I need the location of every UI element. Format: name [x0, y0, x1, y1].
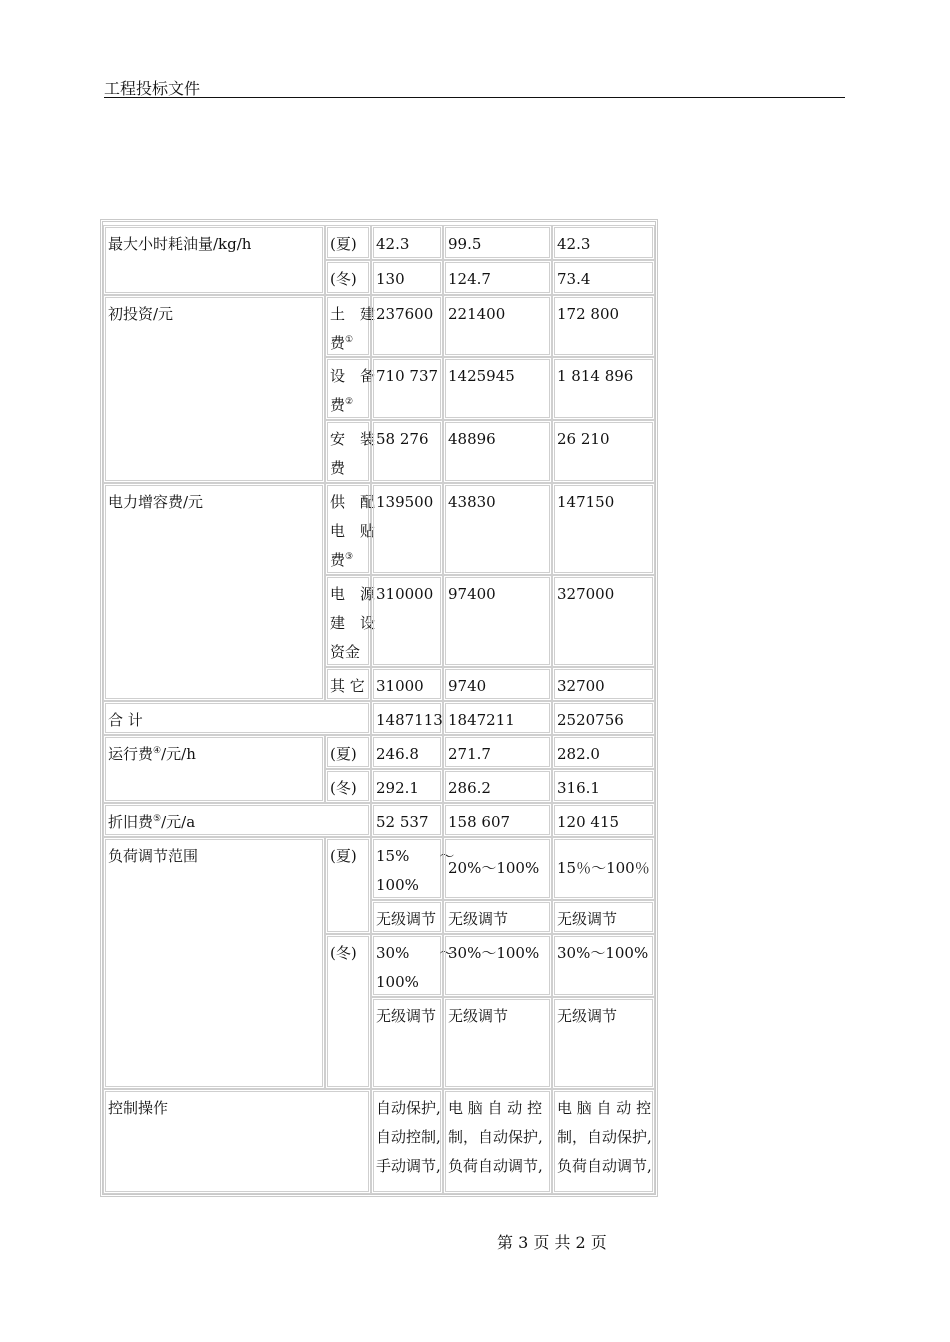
- running-winter-label: (冬): [325, 769, 371, 803]
- page-number: 第 3 页 共 2 页: [497, 1233, 607, 1252]
- power-other-val-3: 32700: [552, 667, 655, 701]
- running-summer-val-3: 282.0: [552, 735, 655, 769]
- load-summer-label: (夏): [325, 837, 371, 934]
- fuel-winter-label: (冬): [325, 260, 371, 295]
- power-source-val-1: 310000: [371, 575, 443, 667]
- depreciation-val-2: 158 607: [443, 803, 552, 837]
- control-col-2: 电 脑 自 动 控 制，自动保护, 负荷自动调节,: [443, 1089, 552, 1194]
- fuel-winter-val-3: 73.4: [552, 260, 655, 295]
- header-rule: [104, 97, 845, 98]
- load-winter-label: (冬): [325, 934, 371, 1089]
- fuel-summer-val-3: 42.3: [552, 225, 655, 260]
- load-label: 负荷调节范围: [103, 837, 325, 1089]
- running-winter-val-1: 292.1: [371, 769, 443, 803]
- load-summer-range-1: 15% ～ 100%: [371, 837, 443, 900]
- running-winter-val-3: 316.1: [552, 769, 655, 803]
- load-winter-mode-3: 无级调节: [552, 997, 655, 1089]
- load-winter-mode-1: 无级调节: [371, 997, 443, 1089]
- power-other-label: 其 它: [325, 667, 371, 701]
- total-val-1: 1487113: [371, 701, 443, 735]
- invest-label: 初投资/元: [103, 295, 325, 483]
- invest-civil-val-3: 172 800: [552, 295, 655, 357]
- load-winter-range-3: 30%～100%: [552, 934, 655, 997]
- depreciation-val-3: 120 415: [552, 803, 655, 837]
- running-summer-val-1: 246.8: [371, 735, 443, 769]
- total-val-3: 2520756: [552, 701, 655, 735]
- power-subsidy-val-3: 147150: [552, 483, 655, 575]
- invest-equip-label: 设 备 费②: [325, 357, 371, 420]
- fuel-summer-val-1: 42.3: [371, 225, 443, 260]
- total-label: 合 计: [103, 701, 371, 735]
- invest-equip-val-3: 1 814 896: [552, 357, 655, 420]
- load-summer-mode-1: 无级调节: [371, 900, 443, 934]
- invest-install-val-2: 48896: [443, 420, 552, 483]
- fuel-label: 最大小时耗油量/kg/h: [103, 225, 325, 295]
- load-winter-mode-2: 无级调节: [443, 997, 552, 1089]
- power-source-val-3: 327000: [552, 575, 655, 667]
- invest-install-val-3: 26 210: [552, 420, 655, 483]
- depreciation-val-1: 52 537: [371, 803, 443, 837]
- depreciation-label: 折旧费⑤/元/a: [103, 803, 371, 837]
- power-source-label: 电 源 建 设 资金: [325, 575, 371, 667]
- document-title: 工程投标文件: [104, 79, 201, 98]
- fuel-winter-val-1: 130: [371, 260, 443, 295]
- running-label: 运行费④/元/h: [103, 735, 325, 803]
- fuel-winter-val-2: 124.7: [443, 260, 552, 295]
- power-other-val-2: 9740: [443, 667, 552, 701]
- load-summer-range-3: 15％～100％: [552, 837, 655, 900]
- power-subsidy-val-1: 139500: [371, 483, 443, 575]
- load-summer-range-2: 20%～100%: [443, 837, 552, 900]
- invest-equip-val-1: 710 737: [371, 357, 443, 420]
- total-val-2: 1847211: [443, 701, 552, 735]
- control-col-3: 电 脑 自 动 控 制，自动保护, 负荷自动调节,: [552, 1089, 655, 1194]
- control-label: 控制操作: [103, 1089, 371, 1194]
- running-summer-label: (夏): [325, 735, 371, 769]
- fuel-summer-val-2: 99.5: [443, 225, 552, 260]
- invest-civil-val-1: 237600: [371, 295, 443, 357]
- power-label: 电力增容费/元: [103, 483, 325, 701]
- load-summer-mode-3: 无级调节: [552, 900, 655, 934]
- load-summer-mode-2: 无级调节: [443, 900, 552, 934]
- running-winter-val-2: 286.2: [443, 769, 552, 803]
- load-winter-range-2: 30%～100%: [443, 934, 552, 997]
- power-other-val-1: 31000: [371, 667, 443, 701]
- cost-comparison-table: [100, 219, 658, 1197]
- power-source-val-2: 97400: [443, 575, 552, 667]
- invest-install-val-1: 58 276: [371, 420, 443, 483]
- invest-civil-val-2: 221400: [443, 295, 552, 357]
- fuel-summer-label: (夏): [325, 225, 371, 260]
- power-subsidy-label: 供 配 电 贴 费③: [325, 483, 371, 575]
- invest-install-label: 安 装 费: [325, 420, 371, 483]
- control-col-1: 自动保护, 自动控制, 手动调节,: [371, 1089, 443, 1194]
- invest-civil-label: 土 建 费①: [325, 295, 371, 357]
- running-summer-val-2: 271.7: [443, 735, 552, 769]
- invest-equip-val-2: 1425945: [443, 357, 552, 420]
- load-winter-range-1: 30% ～ 100%: [371, 934, 443, 997]
- power-subsidy-val-2: 43830: [443, 483, 552, 575]
